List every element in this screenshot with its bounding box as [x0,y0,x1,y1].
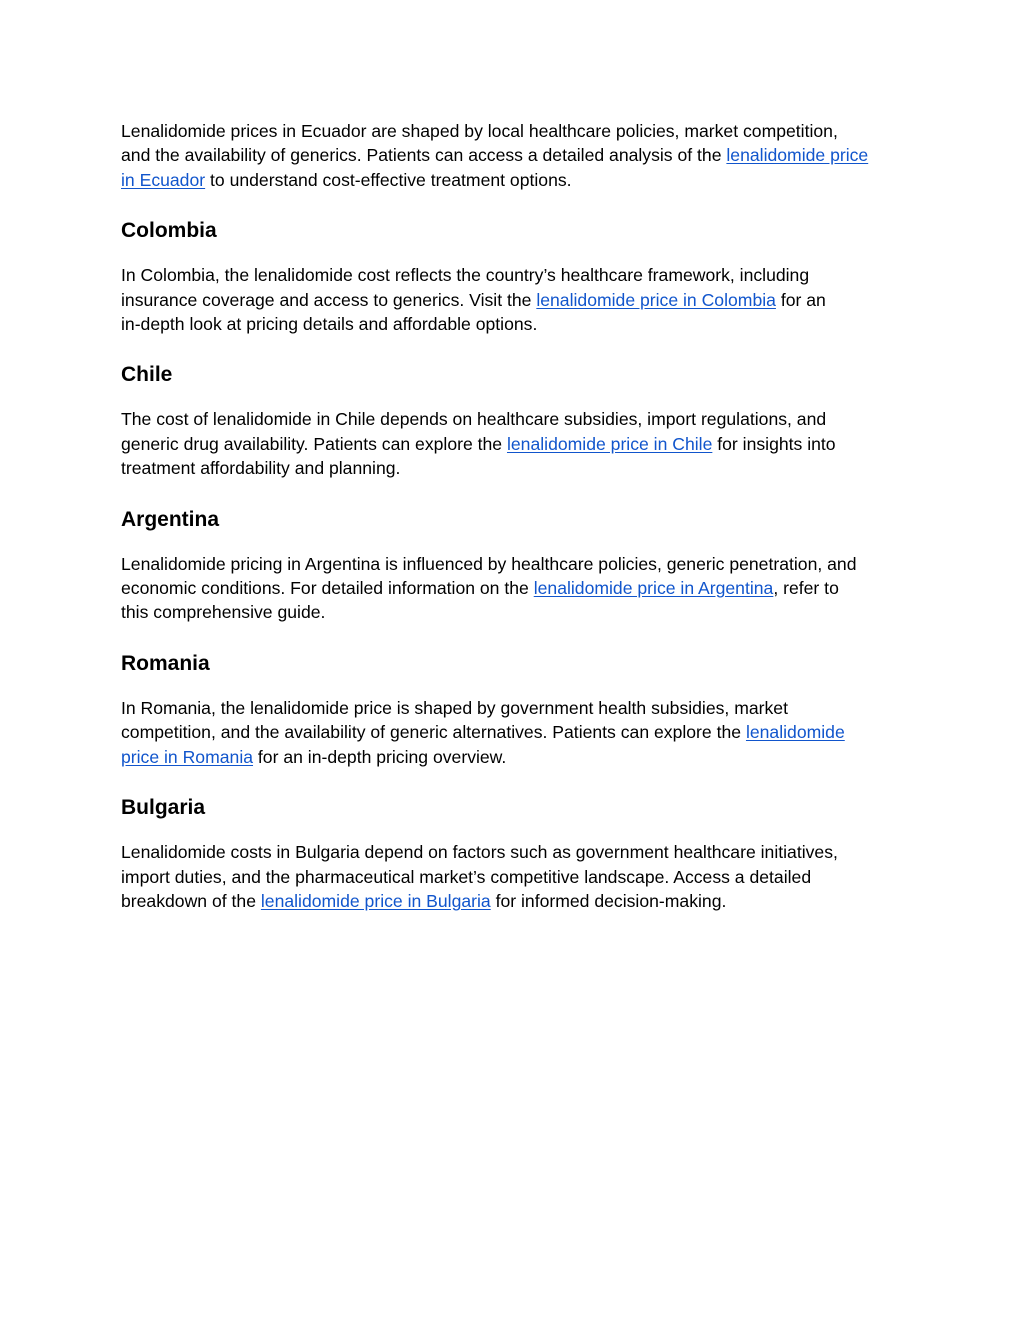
section-colombia [121,217,911,336]
heading-romania: Romania [121,651,210,675]
paragraph-romania: In Romania, the lenalidomide price is shaped by government health subsidies, market competition, and the availability of generic alternatives. Patients can explore the lenalidomide price in Romania for an in-depth pricing overview. [121,697,845,767]
link-lenalidomide-price-bulgaria[interactable]: lenalidomide price in Bulgaria [260,890,491,911]
intro-line-1: Lenalidomide prices in Ecuador are shaped by local healthcare policies, market competition, [121,121,838,141]
intro-paragraph [121,119,911,192]
heading-argentina: Argentina [121,507,220,531]
paragraph-bulgaria: Lenalidomide costs in Bulgaria depend on factors such as government healthcare initiatives, import duties, and the pharmaceutical market’s competitive landscape. Access a detailed breakdown of the lenalidomide price in Bulgaria for informed decision-making. [121,842,838,911]
paragraph-argentina: Lenalidomide pricing in Argentina is influenced by healthcare policies, generic penetration, and economic conditions. For detailed information on the lenalidomide price in Argentina, refer to this comprehensive guide. [121,553,857,623]
heading-colombia: Colombia [121,219,217,243]
paragraph-chile: The cost of lenalidomide in Chile depends on healthcare subsidies, import regulations, and generic drug availability. Patients can explore the lenalidomide price in Chile for insights into treatment affordability and planning. [121,409,836,479]
section-argentina [121,506,911,625]
link-lenalidomide-price-romania-part2[interactable]: price in Romania [121,746,254,767]
section-romania [121,650,911,769]
link-lenalidomide-price-argentina[interactable]: lenalidomide price in Argentina [533,578,774,599]
link-lenalidomide-price-ecuador-part1[interactable]: lenalidomide price [726,145,869,166]
section-bulgaria [121,794,911,913]
link-lenalidomide-price-chile[interactable]: lenalidomide price in Chile [506,433,713,454]
section-chile [121,361,911,480]
document-page [121,117,911,913]
heading-bulgaria: Bulgaria [121,796,206,820]
intro-line-3: in Ecuador to understand cost-effective treatment options. [121,169,572,190]
heading-chile: Chile [121,363,173,387]
paragraph-colombia: In Colombia, the lenalidomide cost reflects the country’s healthcare framework, including insurance coverage and access to generics. Visit the lenalidomide price in Colombia for an in-depth look at pricing details and affordable options. [121,265,826,335]
link-lenalidomide-price-romania-part1[interactable]: lenalidomide [745,722,845,743]
intro-line-2: and the availability of generics. Patients can access a detailed analysis of the lenalidomide price [121,145,869,166]
link-lenalidomide-price-ecuador-part2[interactable]: in Ecuador [121,169,206,190]
link-lenalidomide-price-colombia[interactable]: lenalidomide price in Colombia [536,289,776,310]
